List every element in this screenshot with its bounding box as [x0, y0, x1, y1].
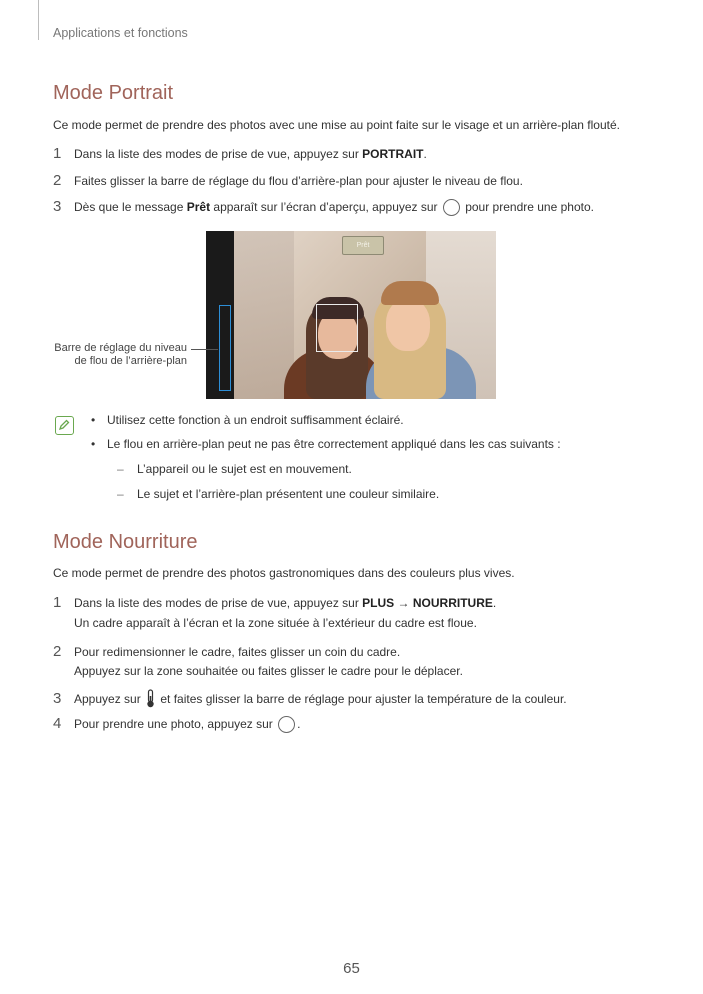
note-subitem: [117, 462, 352, 476]
portrait-step-3: [53, 198, 594, 216]
shutter-button-icon: [443, 199, 460, 216]
step-bold: PLUS: [362, 596, 395, 610]
step-subtext: Appuyez sur la zone souhaitée ou faites glisser le cadre pour le déplacer.: [74, 664, 463, 678]
step-text-end: .: [423, 147, 427, 161]
step-bold: PORTRAIT: [362, 147, 424, 161]
menu-arrow: →: [394, 596, 413, 610]
page-edge-line: [38, 0, 39, 40]
face-focus-frame: [316, 304, 358, 352]
step-number: 3: [53, 690, 62, 708]
portrait-intro: Ce mode permet de prendre des photos avec une mise au point faite sur le visage et un arrière-plan flouté.: [53, 118, 620, 132]
step-text: Appuyez sur: [74, 692, 145, 707]
note-subitem: [117, 487, 439, 501]
food-step-2: [53, 643, 463, 678]
subject-hat: [381, 281, 439, 305]
portrait-step-2: [53, 172, 523, 189]
step-text-end: .: [492, 596, 497, 610]
ready-status-pill: Prêt: [342, 236, 384, 255]
portrait-screenshot: [206, 231, 496, 399]
thermometer-icon: [146, 689, 155, 711]
step-bold: NOURRITURE: [412, 596, 493, 610]
section-header: Applications et fonctions: [53, 26, 188, 40]
food-title: Mode Nourriture: [53, 531, 198, 553]
note-text: Le flou en arrière-plan peut ne pas être correctement appliqué dans les cas suivants :: [107, 437, 561, 451]
shutter-button-icon: [278, 716, 295, 733]
step-text-end: pour prendre une photo.: [461, 200, 594, 214]
note-bullet: [91, 437, 561, 451]
step-number: 4: [53, 715, 62, 732]
step-text-mid: apparaît sur l’écran d’aperçu, appuyez sur: [210, 200, 441, 214]
blur-adjustment-slider[interactable]: [219, 305, 231, 391]
subnote-text: L’appareil ou le sujet est en mouvement.: [137, 462, 352, 476]
step-text: Faites glisser la barre de réglage du flou d’arrière-plan pour ajuster le niveau de flou.: [74, 174, 523, 188]
note-bullet: [91, 413, 404, 427]
note-text: Utilisez cette fonction à un endroit suffisamment éclairé.: [107, 413, 404, 427]
step-text: Pour prendre une photo, appuyez sur: [74, 717, 277, 731]
page-number: 65: [343, 960, 360, 977]
subnote-text: Le sujet et l’arrière-plan présentent une couleur similaire.: [137, 487, 440, 501]
food-step-1: [53, 594, 497, 630]
step-text: Dès que le message: [74, 200, 187, 214]
food-step-3: [53, 689, 567, 711]
portrait-title: Mode Portrait: [53, 82, 174, 104]
step-text-end: et faites glisser la barre de réglage pour ajuster la température de la couleur.: [157, 692, 567, 707]
food-intro: Ce mode permet de prendre des photos gastronomiques dans des couleurs plus vives.: [53, 566, 515, 580]
step-text: Dans la liste des modes de prise de vue, appuyez sur: [74, 147, 363, 161]
subject-face: [386, 299, 430, 351]
step-number: 2: [53, 172, 62, 189]
step-text-end: .: [297, 717, 301, 731]
step-subtext: Un cadre apparaît à l’écran et la zone située à l’extérieur du cadre est floue.: [74, 616, 477, 630]
step-number: 1: [53, 145, 62, 162]
step-number: 1: [53, 594, 62, 611]
step-text: Dans la liste des modes de prise de vue, appuyez sur: [74, 596, 363, 610]
portrait-step-1: [53, 145, 427, 162]
step-number: 3: [53, 198, 62, 215]
callout-leader-line: [191, 349, 218, 350]
step-text: Pour redimensionner le cadre, faites glisser un coin du cadre.: [74, 645, 401, 659]
pencil-note-icon: [55, 416, 74, 435]
step-bold: Prêt: [186, 200, 211, 214]
step-number: 2: [53, 643, 62, 660]
background-building: [234, 231, 294, 399]
food-step-4: [53, 715, 300, 733]
slider-callout: Barre de réglage du niveau de flou de l’arrière-plan: [54, 342, 187, 367]
